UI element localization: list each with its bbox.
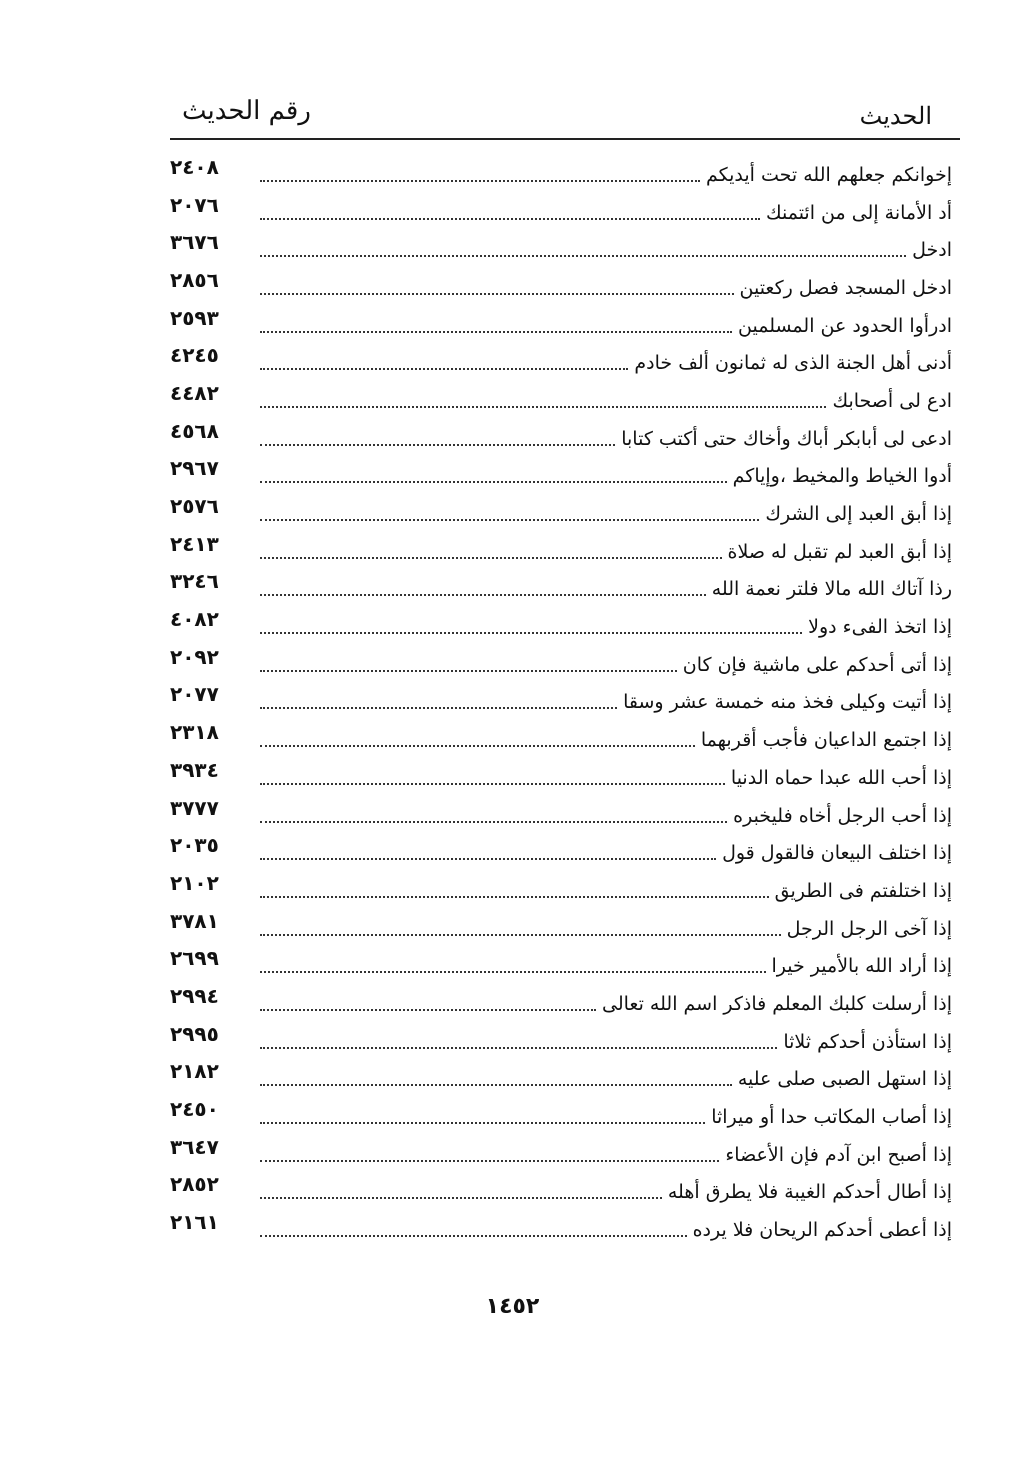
dot-leader <box>260 783 725 785</box>
hadith-number: ٢٩٩٥ <box>170 1021 219 1046</box>
index-entry <box>170 979 960 1017</box>
dot-leader <box>260 707 617 709</box>
hadith-text: إذا استأذن أحدكم ثلاثا <box>783 1030 952 1053</box>
hadith-number-column-title: رقم الحديث <box>182 96 311 126</box>
hadith-text: أدوا الخياط والمخيط ،وإياكم <box>732 465 952 488</box>
dot-leader <box>260 594 706 596</box>
index-entry <box>170 791 960 829</box>
dot-leader <box>260 1160 719 1162</box>
hadith-text: أد الأمانة إلى من ائتمنك <box>765 201 952 224</box>
dot-leader <box>260 1084 732 1086</box>
hadith-number: ٢١٨٢ <box>170 1059 219 1084</box>
hadith-number: ٢٩٩٤ <box>170 983 219 1008</box>
index-entry <box>170 828 960 866</box>
dot-leader <box>260 934 781 936</box>
hadith-number: ٤٠٨٢ <box>170 607 219 632</box>
hadith-number: ٢٤٥٠ <box>170 1097 219 1122</box>
hadith-text: إذا أحب الرجل أخاه فليخبره <box>733 804 952 827</box>
hadith-text: إذا اجتمع الداعيان فأجب أقربهما <box>700 729 952 752</box>
hadith-number: ٣٢٤٦ <box>170 569 219 594</box>
hadith-number: ٢٦٩٩ <box>170 946 219 971</box>
dot-leader <box>260 557 722 559</box>
index-entry <box>170 1092 960 1130</box>
hadith-index-list <box>170 150 960 1243</box>
dot-leader <box>260 481 727 483</box>
dot-leader <box>260 293 734 295</box>
index-entry <box>170 678 960 716</box>
hadith-number: ٢٥٧٦ <box>170 494 219 519</box>
page-number: ١٤٥٢ <box>485 1294 540 1319</box>
dot-leader <box>260 368 628 370</box>
hadith-number: ٢٨٥٦ <box>170 267 219 292</box>
index-entry <box>170 301 960 339</box>
dot-leader <box>260 1122 705 1124</box>
dot-leader <box>260 1047 777 1049</box>
hadith-number: ٣٧٨١ <box>170 908 219 933</box>
hadith-text: رذا آتاك الله مالا فلتر نعمة الله <box>711 578 952 601</box>
hadith-text: إخوانكم جعلهم الله تحت أيديكم <box>705 163 952 186</box>
dot-leader <box>260 896 769 898</box>
index-entry <box>170 866 960 904</box>
hadith-text: إذا أبق العبد إلى الشرك <box>765 503 952 526</box>
index-entry <box>170 1205 960 1243</box>
hadith-number: ٢٩٦٧ <box>170 456 219 481</box>
hadith-number: ٢٤٠٨ <box>170 154 219 179</box>
dot-leader <box>260 331 732 333</box>
hadith-text: إذا أتيت وكيلى فخذ منه خمسة عشر وسقا <box>623 691 952 714</box>
index-entry <box>170 338 960 376</box>
hadith-text: ادعى لى أبابكر أباك وأخاك حتى أكتب كتابا <box>621 427 952 450</box>
hadith-number: ٢٤١٣ <box>170 531 219 556</box>
hadith-text: إذا أتى أحدكم على ماشية فإن كان <box>682 653 952 676</box>
hadith-text: أدنى أهل الجنة الذى له ثمانون ألف خادم <box>634 352 952 375</box>
dot-leader <box>260 821 727 823</box>
dot-leader <box>260 1009 596 1011</box>
hadith-number: ٤٤٨٢ <box>170 380 219 405</box>
hadith-text: إذا آخى الرجل الرجل <box>786 917 952 940</box>
dot-leader <box>260 971 766 973</box>
dot-leader <box>260 218 760 220</box>
index-entry <box>170 527 960 565</box>
index-entry <box>170 941 960 979</box>
hadith-text: إذا أصبح ابن آدم فإن الأعضاء <box>725 1143 952 1166</box>
dot-leader <box>260 1197 662 1199</box>
index-entry <box>170 225 960 263</box>
index-entry <box>170 715 960 753</box>
index-entry <box>170 1055 960 1093</box>
column-header <box>170 96 960 136</box>
hadith-text: ادع لى أصحابك <box>832 389 952 412</box>
dot-leader <box>260 180 700 182</box>
hadith-text: إذا استهل الصبى صلى عليه <box>737 1068 952 1091</box>
index-entry <box>170 1168 960 1206</box>
index-entry <box>170 376 960 414</box>
hadith-column-title: الحديث <box>859 102 932 130</box>
index-entry <box>170 1017 960 1055</box>
hadith-number: ٢٠٧٧ <box>170 682 219 707</box>
index-entry <box>170 188 960 226</box>
hadith-text: ادخل <box>912 239 952 262</box>
dot-leader <box>260 255 906 257</box>
index-entry <box>170 150 960 188</box>
hadith-number: ٤٢٤٥ <box>170 343 219 368</box>
hadith-number: ٣٩٣٤ <box>170 757 219 782</box>
dot-leader <box>260 632 802 634</box>
dot-leader <box>260 406 826 408</box>
index-entry <box>170 640 960 678</box>
hadith-text: إذا اختلف البيعان فالقول قول <box>722 842 952 865</box>
hadith-number: ٢٣١٨ <box>170 720 219 745</box>
dot-leader <box>260 745 695 747</box>
hadith-text: إذا أعطى أحدكم الريحان فلا يرده <box>692 1219 952 1242</box>
dot-leader <box>260 519 759 521</box>
hadith-text: إذا أحب الله عبدا حماه الدنيا <box>730 766 952 789</box>
hadith-number: ٢٠٩٢ <box>170 644 219 669</box>
hadith-number: ٢٨٥٢ <box>170 1172 219 1197</box>
hadith-number: ٣٦٤٧ <box>170 1134 219 1159</box>
hadith-text: ادرأوا الحدود عن المسلمين <box>738 314 952 337</box>
hadith-number: ٢٥٩٣ <box>170 305 219 330</box>
index-entry <box>170 904 960 942</box>
dot-leader <box>260 858 716 860</box>
header-divider <box>170 138 960 140</box>
index-entry <box>170 414 960 452</box>
hadith-text: إذا أراد الله بالأمير خيرا <box>771 955 952 978</box>
hadith-number: ٣٦٧٦ <box>170 230 219 255</box>
hadith-number: ٢٠٣٥ <box>170 833 219 858</box>
hadith-number: ٢١٦١ <box>170 1210 219 1235</box>
index-entry <box>170 1130 960 1168</box>
index-entry <box>170 263 960 301</box>
index-entry <box>170 565 960 603</box>
hadith-text: إذا أرسلت كلبك المعلم فاذكر اسم الله تعالى <box>602 992 952 1015</box>
dot-leader <box>260 1235 687 1237</box>
hadith-text: إذا أبق العبد لم تقبل له صلاة <box>727 540 952 563</box>
dot-leader <box>260 670 677 672</box>
index-entry <box>170 602 960 640</box>
dot-leader <box>260 444 615 446</box>
index-entry <box>170 489 960 527</box>
hadith-number: ٢١٠٢ <box>170 870 219 895</box>
hadith-text: إذا اختلفتم فى الطريق <box>774 879 952 902</box>
hadith-number: ٢٠٧٦ <box>170 192 219 217</box>
hadith-text: إذا أطال أحدكم الغيبة فلا يطرق أهله <box>667 1181 952 1204</box>
index-entry <box>170 452 960 490</box>
index-entry <box>170 753 960 791</box>
hadith-number: ٤٥٦٨ <box>170 418 219 443</box>
hadith-number: ٣٧٧٧ <box>170 795 219 820</box>
hadith-text: إذا اتخذ الفىء دولا <box>808 616 952 639</box>
hadith-text: إذا أصاب المكاتب حدا أو ميراثا <box>711 1106 952 1129</box>
hadith-text: ادخل المسجد فصل ركعتين <box>739 276 952 299</box>
